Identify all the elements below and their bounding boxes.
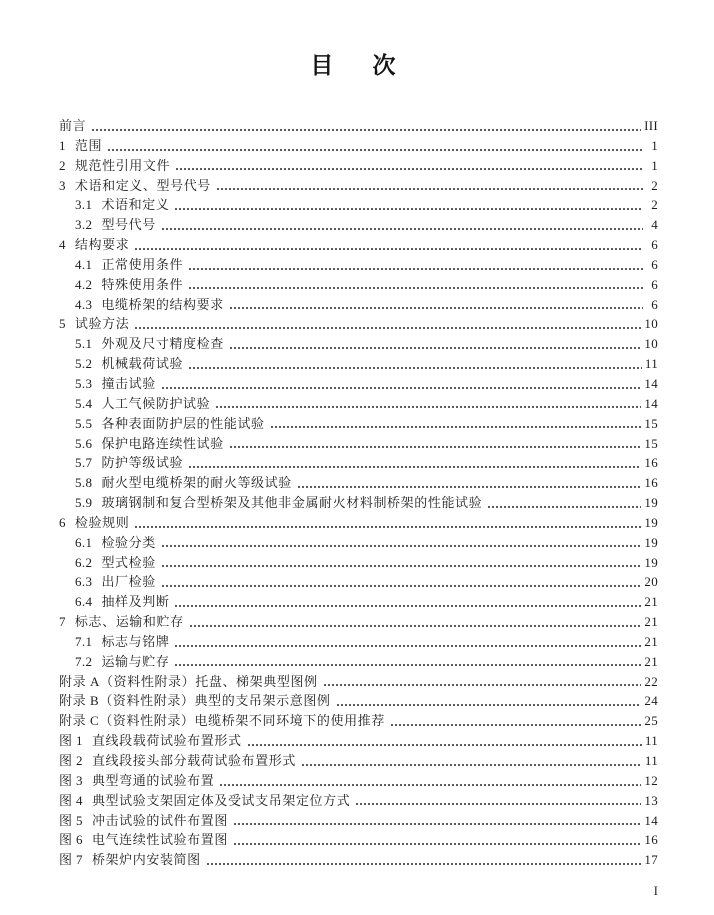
dot-leader xyxy=(188,612,642,632)
dot-leader xyxy=(214,394,641,414)
toc-entry-title: 电缆桥架的结构要求 xyxy=(101,296,224,312)
toc-entry-title: 型号代号 xyxy=(101,217,156,233)
toc-entry-number: 7.1 xyxy=(75,633,93,649)
toc-entry xyxy=(59,791,658,811)
toc-entry-number: 3 xyxy=(59,177,66,193)
toc-entry-number: 2 xyxy=(59,157,66,173)
toc-entry xyxy=(59,394,658,414)
toc-entry-title: 外观及尺寸精度检查 xyxy=(101,336,224,352)
dot-leader xyxy=(215,176,643,196)
toc-entry-title: 正常使用条件 xyxy=(101,256,184,272)
toc-entry-page: 11 xyxy=(644,356,658,372)
toc-entry-page: 11 xyxy=(644,733,658,749)
toc-entry-number: 图 2 xyxy=(59,753,83,768)
toc-entry-page: 15 xyxy=(644,415,658,431)
toc-entry-page: 20 xyxy=(644,574,658,590)
toc-entry-page: 21 xyxy=(644,614,658,630)
toc-entry-title: 标志与铭牌 xyxy=(101,633,170,649)
toc-entry-number: 6.2 xyxy=(75,554,93,570)
toc-entry-page: 21 xyxy=(644,653,658,669)
toc-entry-page: 22 xyxy=(644,673,658,689)
toc-entry-page: 6 xyxy=(651,256,658,272)
toc-entry xyxy=(59,354,658,374)
toc-entry-number: 5.2 xyxy=(75,356,93,372)
dot-leader xyxy=(160,215,643,235)
toc-entry xyxy=(59,493,658,513)
dot-leader xyxy=(174,156,643,176)
dot-leader xyxy=(133,513,641,533)
toc-entry-page: 19 xyxy=(644,514,658,530)
toc-entry-page: 6 xyxy=(651,276,658,292)
toc-entry-number: 4.2 xyxy=(75,276,93,292)
dot-leader xyxy=(133,235,643,255)
toc-entry xyxy=(59,136,658,156)
dot-leader xyxy=(218,771,641,791)
toc-entry xyxy=(59,811,658,831)
toc-entry-title: 机械载荷试验 xyxy=(101,356,184,372)
toc-entry xyxy=(59,672,658,692)
toc-entry xyxy=(59,295,658,315)
toc-entry xyxy=(59,592,658,612)
toc-entry-page: 11 xyxy=(644,753,658,768)
toc-entry-title: 冲击试验的试件布置图 xyxy=(91,812,228,828)
toc-entry-number: 5 xyxy=(59,316,66,332)
toc-entry xyxy=(59,434,658,454)
toc-entry-title: 直线段载荷试验布置形式 xyxy=(91,733,242,749)
dot-leader xyxy=(90,116,641,136)
toc-entry xyxy=(59,771,658,791)
dot-leader xyxy=(106,136,643,156)
toc-entry-page: 2 xyxy=(651,177,658,193)
toc-entry-title: 检验分类 xyxy=(101,534,156,550)
toc-entry-title: 典型试验支架固定体及受试支吊架定位方式 xyxy=(91,792,351,808)
toc-entry xyxy=(59,751,658,771)
toc-entry-number: 6 xyxy=(59,514,66,530)
toc-entry-number: 4.1 xyxy=(75,256,93,272)
toc-entry-number: 5.4 xyxy=(75,395,93,411)
toc-entry-number: 图 4 xyxy=(59,792,83,808)
toc-entry-number: 5.6 xyxy=(75,435,93,451)
toc-entry-title: 典型弯通的试验布置 xyxy=(91,772,215,788)
toc-entry-page: 21 xyxy=(644,633,658,649)
dot-leader xyxy=(160,533,642,553)
toc-entry-number: 3.2 xyxy=(75,217,93,233)
dot-leader xyxy=(205,850,642,870)
toc-entry-title: 各种表面防护层的性能试验 xyxy=(101,415,265,431)
toc-entry-number: 5.9 xyxy=(75,495,93,511)
toc-entry-number: 3.1 xyxy=(75,197,93,213)
toc-entry xyxy=(59,275,658,295)
toc-entry-title: 术语和定义、型号代号 xyxy=(74,177,211,193)
dot-leader xyxy=(296,473,642,493)
toc-entry xyxy=(59,374,658,394)
toc-entry-number: 5.7 xyxy=(75,455,93,471)
toc-entry-title: 人工气候防护试验 xyxy=(101,395,211,411)
toc-entry-title: 范围 xyxy=(74,137,103,153)
dot-leader xyxy=(269,414,642,434)
toc-entry-number: 5.5 xyxy=(75,415,93,431)
toc-entry-title: 运输与贮存 xyxy=(101,653,170,669)
toc-entry xyxy=(59,334,658,354)
toc-entry xyxy=(59,711,658,731)
dot-leader xyxy=(173,632,641,652)
toc-entry-page: 24 xyxy=(644,693,658,709)
toc-entry-title: 附录 A（资料性附录）托盘、梯架典型图例 xyxy=(59,673,318,689)
toc-entry xyxy=(59,731,658,751)
toc-entry xyxy=(59,453,658,473)
dot-leader xyxy=(232,811,641,831)
toc-entry-number: 图 1 xyxy=(59,733,83,749)
dot-leader xyxy=(335,691,642,711)
toc-entry-title: 直线段接头部分载荷试验布置形式 xyxy=(91,753,296,768)
dot-leader xyxy=(300,751,642,771)
toc-entry-number: 6.1 xyxy=(75,534,93,550)
toc-entry-page: 6 xyxy=(651,296,658,312)
toc-entry-number: 4 xyxy=(59,237,66,253)
toc-entry-page: 12 xyxy=(644,772,658,788)
toc-entry xyxy=(59,652,658,672)
dot-leader xyxy=(187,275,643,295)
toc-entry xyxy=(59,195,658,215)
dot-leader xyxy=(160,553,642,573)
toc-entry xyxy=(59,513,658,533)
toc-entry xyxy=(59,572,658,592)
toc-entry xyxy=(59,632,658,652)
toc-entry-number: 5.1 xyxy=(75,336,93,352)
toc-entry-title: 抽样及判断 xyxy=(101,594,170,610)
toc-entry xyxy=(59,533,658,553)
toc-entry xyxy=(59,553,658,573)
toc-entry-page: 16 xyxy=(644,832,658,848)
toc-entry-title: 附录 C（资料性附录）电缆桥架不同环境下的使用推荐 xyxy=(59,713,385,729)
toc-entry-title: 前言 xyxy=(59,118,87,133)
toc-entry-page: 6 xyxy=(651,237,658,253)
toc-entry-page: 17 xyxy=(644,852,658,868)
toc-entry-page: 25 xyxy=(644,713,658,729)
dot-leader xyxy=(187,255,643,275)
dot-leader xyxy=(354,791,641,811)
dot-leader xyxy=(133,314,641,334)
folio-page-number: I xyxy=(653,883,658,898)
toc-entry-page: 1 xyxy=(651,157,658,173)
toc-entry-number: 4.3 xyxy=(75,296,93,312)
toc-entry-title: 防护等级试验 xyxy=(101,455,184,471)
toc-entry-page: 19 xyxy=(644,495,658,511)
toc-entry-number: 6.3 xyxy=(75,574,93,590)
dot-leader xyxy=(232,830,641,850)
toc-entry-title: 术语和定义 xyxy=(101,197,170,213)
toc-entry-page: 2 xyxy=(651,197,658,213)
toc-entry-page: 4 xyxy=(651,217,658,233)
toc-entry xyxy=(59,176,658,196)
dot-leader xyxy=(228,334,642,354)
toc-entry-page: 19 xyxy=(644,534,658,550)
toc-entry-page: 13 xyxy=(644,792,658,808)
page-title: 目 次 xyxy=(310,52,404,78)
dot-leader xyxy=(173,652,641,672)
toc-entry xyxy=(59,414,658,434)
toc-entry-page: 10 xyxy=(644,336,658,352)
toc-entry-page: III xyxy=(644,118,658,133)
dot-leader xyxy=(187,453,641,473)
toc-entry-page: 14 xyxy=(644,812,658,828)
toc-entry-number: 5.8 xyxy=(75,475,93,491)
toc-entry-page: 16 xyxy=(644,455,658,471)
toc-entry-title: 电气连续性试验布置图 xyxy=(91,832,228,848)
dot-leader xyxy=(389,711,641,731)
toc-entry-title: 附录 B（资料性附录）典型的支吊架示意图例 xyxy=(59,693,331,709)
toc-entry-page: 15 xyxy=(644,435,658,451)
toc-entry-title: 出厂检验 xyxy=(101,574,156,590)
toc-entry xyxy=(59,215,658,235)
toc-entry xyxy=(59,830,658,850)
dot-leader xyxy=(246,731,642,751)
dot-leader xyxy=(228,434,642,454)
dot-leader xyxy=(160,572,642,592)
toc-entry xyxy=(59,156,658,176)
toc-entry xyxy=(59,612,658,632)
dot-leader xyxy=(173,195,643,215)
toc-entry xyxy=(59,691,658,711)
toc-entry-page: 1 xyxy=(651,137,658,153)
dot-leader xyxy=(173,592,641,612)
toc-entry-title: 规范性引用文件 xyxy=(74,157,171,173)
dot-leader xyxy=(187,354,642,374)
toc-entry-number: 7 xyxy=(59,614,66,630)
toc-entry-number: 7.2 xyxy=(75,653,93,669)
toc-entry-title: 型式检验 xyxy=(101,554,156,570)
toc-entry-number: 1 xyxy=(59,137,66,153)
toc-entry-page: 21 xyxy=(644,594,658,610)
toc-list xyxy=(59,116,658,870)
toc-entry-title: 耐火型电缆桥架的耐火等级试验 xyxy=(101,475,292,491)
toc-entry-title: 撞击试验 xyxy=(101,375,156,391)
toc-entry-title: 结构要求 xyxy=(74,237,130,253)
toc-entry xyxy=(59,116,658,136)
toc-entry-title: 特殊使用条件 xyxy=(101,276,184,292)
toc-entry-number: 图 7 xyxy=(59,852,83,868)
toc-entry xyxy=(59,314,658,334)
toc-entry-page: 16 xyxy=(644,475,658,491)
dot-leader xyxy=(228,295,643,315)
toc-entry xyxy=(59,235,658,255)
toc-entry-number: 图 5 xyxy=(59,812,83,828)
toc-entry-title: 保护电路连续性试验 xyxy=(101,435,224,451)
toc-entry-page: 19 xyxy=(644,554,658,570)
toc-entry xyxy=(59,850,658,870)
toc-entry-title: 玻璃钢制和复合型桥架及其他非金属耐火材料制桥架的性能试验 xyxy=(101,495,483,511)
toc-entry-number: 6.4 xyxy=(75,594,93,610)
toc-entry-title: 桥架炉内安装简图 xyxy=(91,852,201,868)
toc-entry-page: 14 xyxy=(644,395,658,411)
toc-entry-number: 图 3 xyxy=(59,772,83,788)
dot-leader xyxy=(322,672,642,692)
toc-entry-page: 10 xyxy=(644,316,658,332)
toc-entry-number: 图 6 xyxy=(59,832,83,848)
toc-entry xyxy=(59,255,658,275)
toc-entry-page: 14 xyxy=(644,375,658,391)
toc-entry-title: 标志、运输和贮存 xyxy=(74,614,184,630)
dot-leader xyxy=(486,493,641,513)
toc-entry xyxy=(59,473,658,493)
toc-entry-number: 5.3 xyxy=(75,375,93,391)
toc-entry-title: 检验规则 xyxy=(74,514,130,530)
toc-entry-title: 试验方法 xyxy=(74,316,130,332)
dot-leader xyxy=(160,374,642,394)
